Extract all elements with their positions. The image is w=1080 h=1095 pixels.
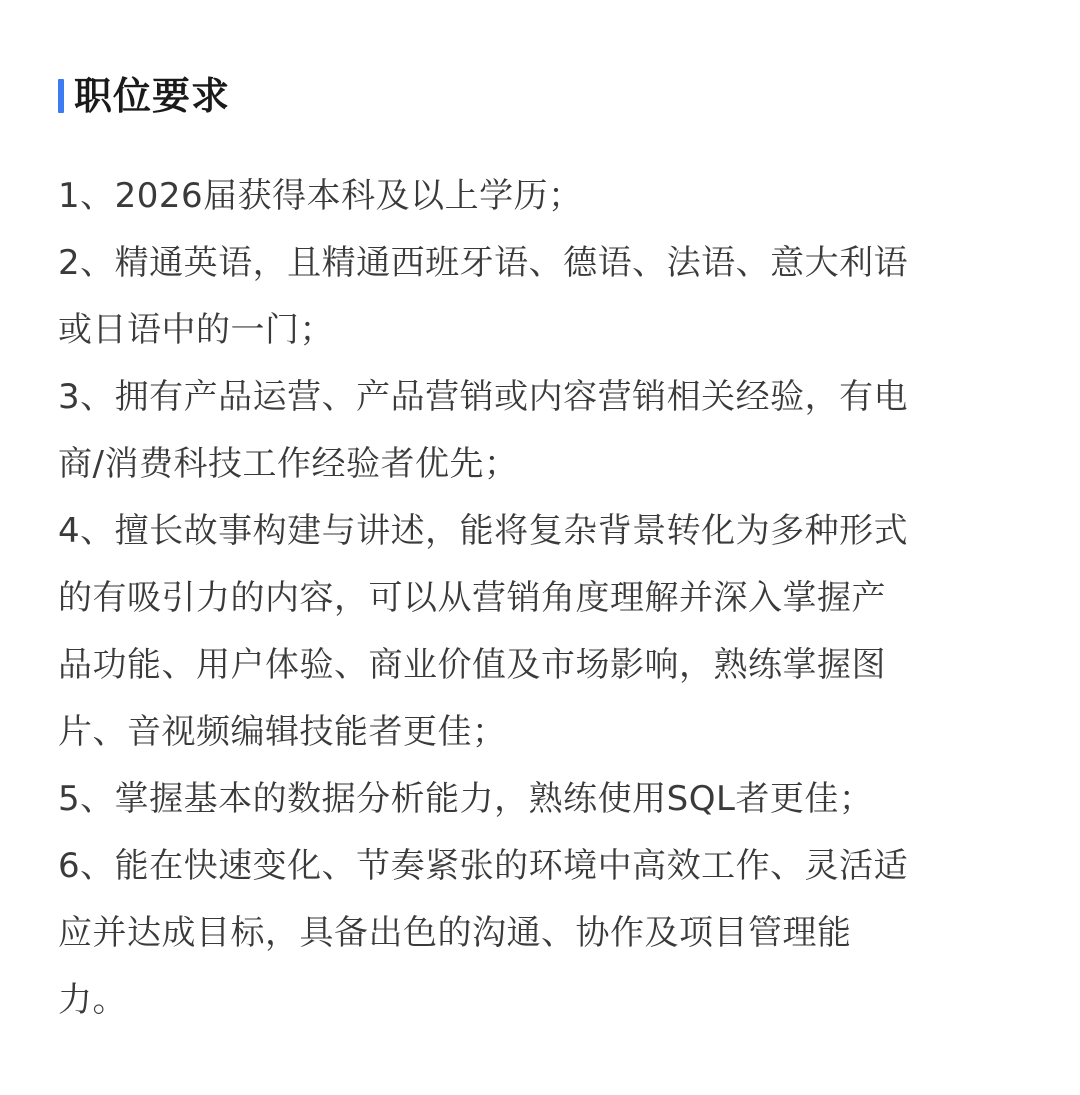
- requirement-line: 2、精通英语，且精通西班牙语、德语、法语、意大利语: [58, 243, 909, 283]
- requirement-line: 6、能在快速变化、节奏紧张的环境中高效工作、灵活适: [58, 846, 909, 886]
- section-header: [58, 68, 230, 124]
- requirement-line: 应并达成目标，具备出色的沟通、协作及项目管理能: [58, 913, 852, 953]
- requirements-list: [58, 163, 1018, 1034]
- requirement-line: 4、擅长故事构建与讲述，能将复杂背景转化为多种形式: [58, 511, 909, 551]
- title-accent-bar: [58, 79, 64, 113]
- requirement-line: 商/消费科技工作经验者优先；: [58, 444, 519, 484]
- requirement-line: 品功能、用户体验、商业价值及市场影响，熟练掌握图: [58, 645, 886, 685]
- requirement-line: 力。: [58, 980, 127, 1020]
- section-title: 职位要求: [74, 74, 231, 118]
- requirement-line: 5、掌握基本的数据分析能力，熟练使用SQL者更佳；: [58, 779, 874, 819]
- requirement-line: 的有吸引力的内容，可以从营销角度理解并深入掌握产: [58, 578, 886, 618]
- requirement-line: 3、拥有产品运营、产品营销或内容营销相关经验，有电: [58, 377, 909, 417]
- requirement-line: 或日语中的一门；: [58, 310, 334, 350]
- requirement-line: 片、音视频编辑技能者更佳；: [58, 712, 507, 752]
- requirement-line: 1、2026届获得本科及以上学历；: [58, 176, 583, 216]
